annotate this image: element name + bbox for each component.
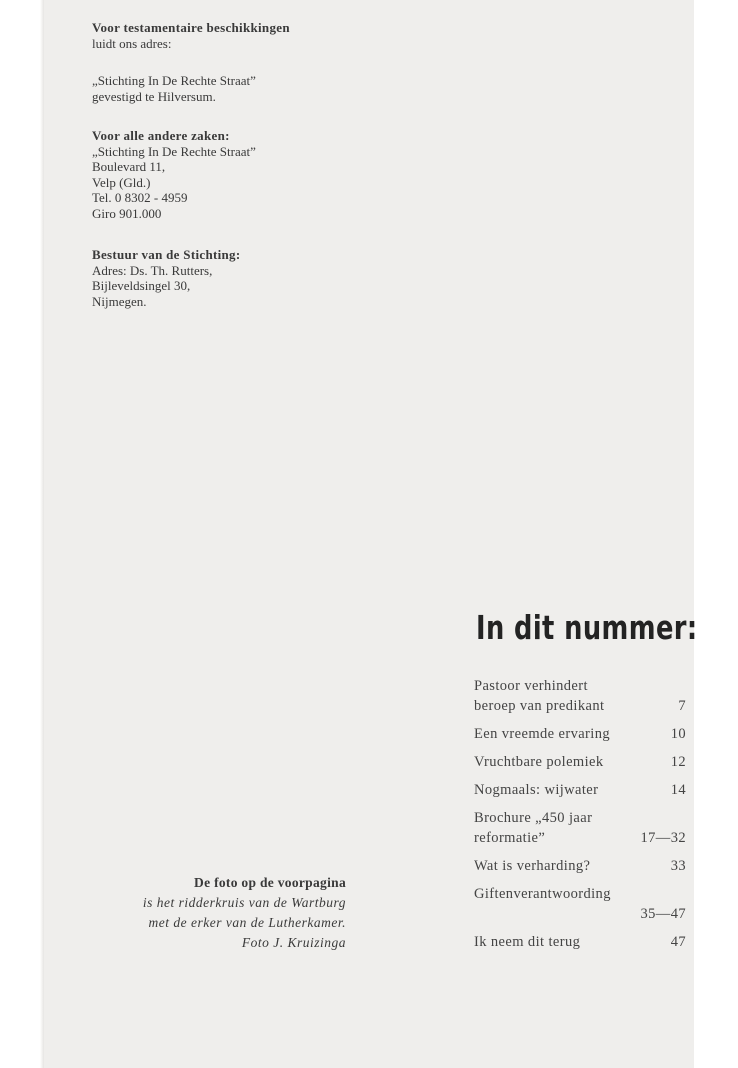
toc-entry (474, 856, 686, 876)
testament-address-block (92, 20, 290, 51)
table-of-contents (474, 676, 686, 960)
toc-entry (474, 724, 686, 744)
testament-heading: Voor testamentaire beschikkingen (92, 20, 290, 35)
board-heading: Bestuur van de Stichting: (92, 247, 241, 262)
toc-entry-title (474, 780, 686, 800)
toc-entry-title-line: Vruchtbare polemiek (474, 754, 604, 770)
testament-name-line: „Stichting In De Rechte Straat” (92, 73, 256, 88)
other-matters-heading: Voor alle andere zaken: (92, 128, 230, 143)
toc-entry-page: 35—47 (640, 906, 686, 922)
toc-entry-page: 33 (670, 858, 686, 874)
toc-entry-page: 17—32 (640, 830, 686, 846)
toc-entry (474, 932, 686, 952)
toc-entry-title-line: Een vreemde ervaring (474, 726, 611, 742)
toc-entry (474, 780, 686, 800)
board-block (92, 247, 240, 309)
other-matters-block (92, 128, 256, 222)
toc-entry-title-line: Ik neem dit terug (474, 934, 581, 950)
photo-caption-line: is het ridderkruis van de Wartburg (142, 895, 346, 910)
other-matters-line: Giro 901.000 (92, 205, 162, 221)
photo-caption (86, 873, 346, 953)
toc-entry (474, 808, 686, 848)
toc-entry-title-line: reformatie” (474, 830, 546, 846)
toc-entry-title (474, 676, 686, 716)
toc-entry-title-line: Pastoor verhindert (474, 678, 588, 694)
testament-line: luidt ons adres: (92, 35, 172, 51)
board-line: Nijmegen. (92, 293, 147, 309)
photo-caption-line: met de erker van de Lutherkamer. (148, 915, 346, 930)
toc-entry-page: 12 (670, 754, 686, 770)
toc-entry (474, 676, 686, 716)
photo-caption-heading: De foto op de voorpagina (194, 875, 346, 890)
toc-entry-title-line: beroep van predikant (474, 698, 605, 714)
toc-title: In dit nummer: (476, 608, 698, 647)
other-matters-line: „Stichting In De Rechte Straat” (92, 143, 256, 159)
toc-entry-title (474, 856, 686, 876)
toc-entry-title-line: Giftenverantwoording (474, 886, 611, 902)
toc-entry-page: 10 (670, 726, 686, 742)
toc-entry-title (474, 724, 686, 744)
toc-entry-page: 7 (678, 698, 686, 714)
other-matters-line: Boulevard 11, (92, 159, 166, 175)
toc-entry-title-line: Brochure „450 jaar (474, 810, 593, 826)
toc-entry-title (474, 884, 686, 904)
testament-name-line: gevestigd te Hilversum. (92, 88, 216, 104)
toc-entry-page: 14 (670, 782, 686, 798)
toc-entry (474, 884, 686, 924)
board-line: Adres: Ds. Th. Rutters, (92, 262, 213, 278)
toc-entry-title (474, 932, 686, 952)
toc-entry-page: 47 (670, 934, 686, 950)
toc-entry (474, 752, 686, 772)
toc-entry-title-line: Wat is verharding? (474, 858, 591, 874)
board-line: Bijleveldsingel 30, (92, 278, 191, 294)
testament-name-block (92, 73, 256, 104)
toc-entry-title (474, 752, 686, 772)
photo-credit: Foto J. Kruizinga (241, 935, 346, 950)
toc-entry-title-line: Nogmaals: wijwater (474, 782, 599, 798)
other-matters-line: Tel. 0 8302 - 4959 (92, 190, 188, 206)
other-matters-line: Velp (Gld.) (92, 174, 151, 190)
